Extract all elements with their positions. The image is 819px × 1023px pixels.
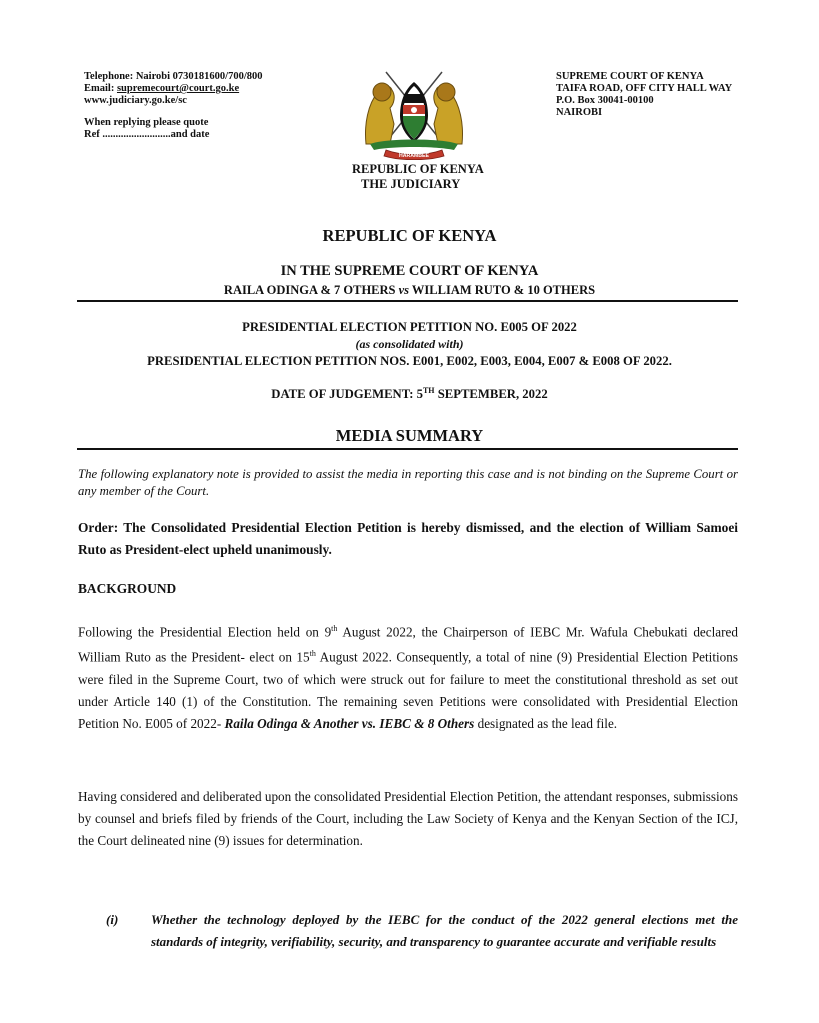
order-text: : The Consolidated Presidential Election Petition is hereby dismissed, and the election of William Samoei Ruto as President-elect upheld unanimously. <box>78 520 738 557</box>
address-line: SUPREME COURT OF KENYA <box>556 71 704 82</box>
email-link[interactable]: supremecourt@court.go.ke <box>116 83 240 94</box>
letterhead-address <box>556 71 732 119</box>
media-summary-heading: MEDIA SUMMARY <box>335 426 484 445</box>
consolidated-note: (as consolidated with) <box>355 337 464 351</box>
order-label: Order <box>78 520 114 535</box>
judgement-date: DATE OF JUDGEMENT: 5TH SEPTEMBER, 2022 <box>271 386 548 402</box>
issue-number: (i) <box>106 912 119 927</box>
court-heading: IN THE SUPREME COURT OF KENYA <box>280 263 539 279</box>
republic-label-small: REPUBLIC OF KENYA <box>352 162 484 176</box>
divider <box>77 448 738 450</box>
divider <box>77 300 738 302</box>
website-link[interactable]: www.judiciary.go.ke/sc <box>84 95 187 106</box>
order-statement <box>78 517 738 561</box>
petitioners: RAILA ODINGA & 7 OTHERS <box>223 283 399 297</box>
petition-number: PRESIDENTIAL ELECTION PETITION NO. E005 OF 2022 <box>242 320 577 334</box>
explanatory-note: The following explanatory note is provided to assist the media in reporting this case and is not binding on the Supreme Court or any member of the Court. <box>78 467 738 498</box>
address-line: TAIFA ROAD, OFF CITY HALL WAY <box>556 83 733 94</box>
reply-note: When replying please quote <box>84 117 209 128</box>
respondents: WILLIAM RUTO & 10 OTHERS <box>409 283 596 297</box>
reply-ref: Ref ..........................and date <box>84 129 210 140</box>
email-line <box>84 83 263 95</box>
parties-line <box>0 283 819 298</box>
lead-case-name: Raila Odinga & Another vs. IEBC & 8 Others <box>224 715 475 731</box>
crest-motto: HARAMBEE <box>399 153 429 159</box>
email-label: Email: <box>84 83 117 94</box>
document-republic-heading: REPUBLIC OF KENYA <box>322 226 497 245</box>
background-paragraph-1: Following the Presidential Election held on 9th August 2022, the Chairperson of IEBC Mr. Wafula Chebukati declared William Ruto as the President- elect on 15th August 2022. Consequently, a total of nine (9) Presidential Election Petitions were filed in the Supreme Court, two of which were struck out for failure to meet the constitutional threshold as set out under Article 140 (1) of the Constitution. The remaining seven Petitions were consolidated with Presidential Election Petition No. E005 of 2022- Raila Odinga & Another vs. IEBC & 8 Others designated as the lead file. <box>78 624 738 731</box>
letterhead-contact <box>84 71 263 141</box>
telephone: Telephone: Nairobi 0730181600/700/800 <box>84 71 263 82</box>
background-paragraph-2: Having considered and deliberated upon the consolidated Presidential Election Petition, the attendant responses, submissions by counsel and briefs filed by friends of the Court, including the Law Society of Kenya and the Kenyan Section of the ICJ, the Court delineated nine (9) issues for determination. <box>78 789 738 848</box>
judiciary-label: THE JUDICIARY <box>361 177 461 191</box>
consolidated-petitions: PRESIDENTIAL ELECTION PETITION NOS. E001, E002, E003, E004, E007 & E008 OF 2022. <box>147 354 672 368</box>
background-heading: BACKGROUND <box>78 581 177 596</box>
issue-text: Whether the technology deployed by the IEBC for the conduct of the 2022 general elections met the standards of integrity, verifiability, security, and transparency to guarantee accurate and verifiable results <box>151 912 738 949</box>
versus-label: vs <box>398 283 410 297</box>
address-line: P.O. Box 30041-00100 <box>556 95 654 106</box>
coat-of-arms-emblem <box>356 64 472 160</box>
address-line: NAIROBI <box>556 107 603 118</box>
